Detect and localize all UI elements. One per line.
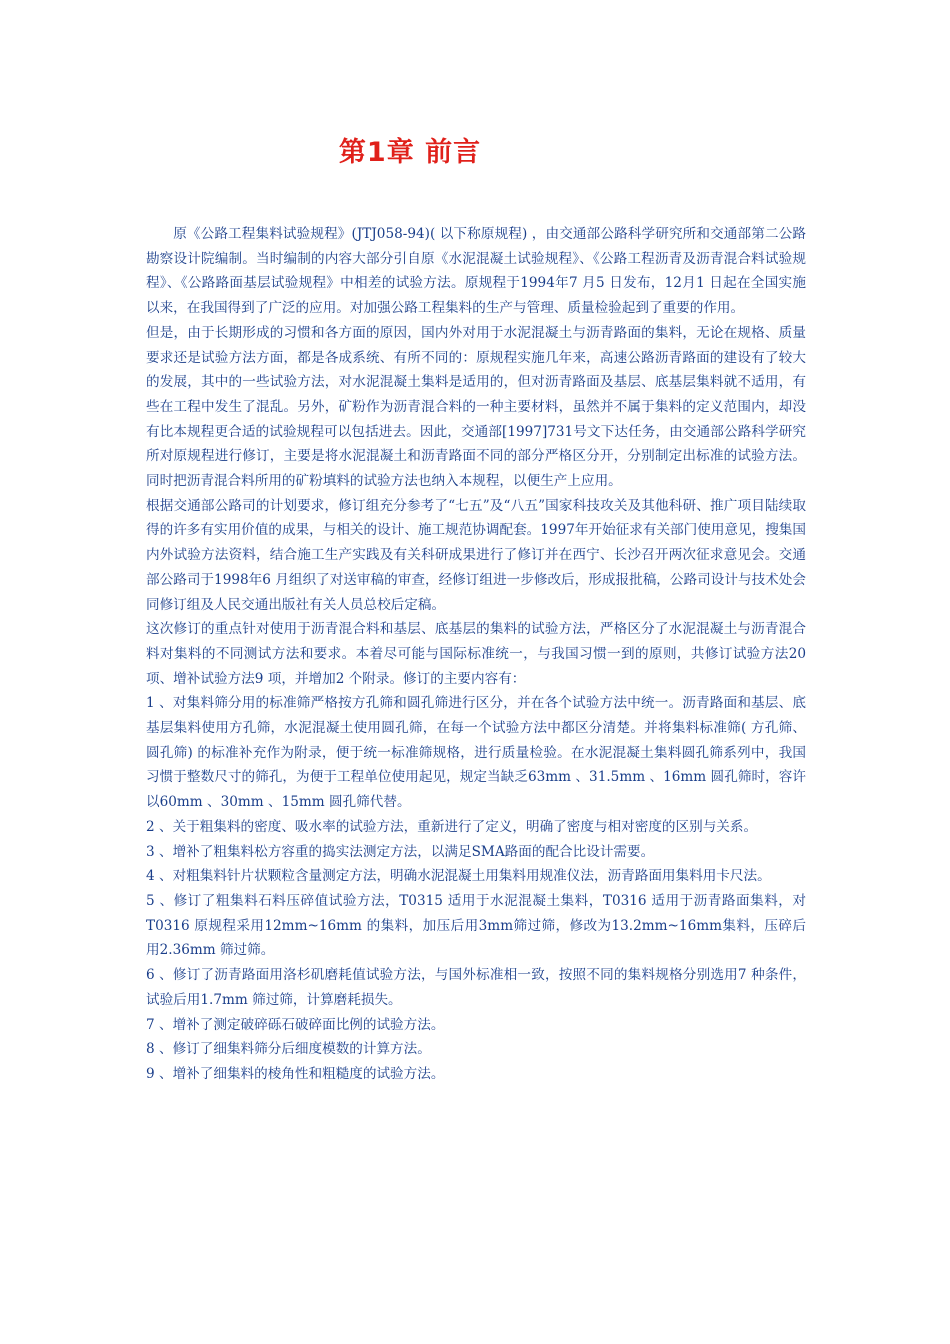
list-item: 1 、对集料筛分用的标准筛严格按方孔筛和圆孔筛进行区分，并在各个试验方法中统一。沥青路面和基层、底基层集料使用方孔筛，水泥混凝土使用圆孔筛，在每一个试验方法中都区分清楚。并将集料标准筛( 方孔筛、圆孔筛) 的标准补充作为附录，便于统一标准筛规格，进行质量检验。在水泥混凝土集料圆孔筛系列中，我国习惯于整数尺寸的筛孔，为便于工程单位使用起见，规定当缺乏63mm 、31.5mm 、16mm 圆孔筛时，容许以60mm 、30mm 、15mm 圆孔筛代替。: [146, 695, 806, 811]
list-item: 8 、修订了细集料筛分后细度模数的计算方法。: [146, 1041, 431, 1058]
list-item: 4 、对粗集料针片状颗粒含量测定方法，明确水泥混凝土用集料用规准仪法，沥青路面用集料用卡尺法。: [146, 868, 771, 885]
chapter-title: 第1章 前言: [338, 137, 482, 168]
list-item: 3 、增补了粗集料松方容重的捣实法测定方法，以满足SMA路面的配合比设计需要。: [146, 843, 655, 860]
paragraph-intro: 原《公路工程集料试验规程》(JTJ058-94)( 以下称原规程) ，由交通部公路科学研究所和交通部第二公路勘察设计院编制。当时编制的内容大部分引自原《水泥混凝土试验规程》、《公路工程沥青及沥青混合料试验规程》、《公路路面基层试验规程》中相差的试验方法。原规程于1994年7 月5 日发布，12月1 日起在全国实施以来，在我国得到了广泛的应用。对加强公路工程集料的生产与管理、质量检验起到了重要的作用。: [146, 226, 806, 317]
body-text: [146, 222, 806, 1087]
list-item: 6 、修订了沥青路面用洛杉矶磨耗值试验方法，与国外标准相一致，按照不同的集料规格分别选用7 种条件，试验后用1.7mm 筛过筛，计算磨耗损失。: [146, 967, 806, 1008]
list-item: 9 、增补了细集料的棱角性和粗糙度的试验方法。: [146, 1065, 445, 1082]
paragraph-revision-process: 根据交通部公路司的计划要求，修订组充分参考了“七五”及“八五”国家科技攻关及其他科研、推广项目陆续取得的许多有实用价值的成果，与相关的设计、施工规范协调配套。1997年开始征求有关部门使用意见，搜集国内外试验方法资料，结合施工生产实践及有关科研成果进行了修订并在西宁、长沙召开两次征求意见会。交通部公路司于1998年6 月组织了对送审稿的审查，经修订组进一步修改后，形成报批稿，公路司设计与技术处会同修订组及人民交通出版社有关人员总校后定稿。: [146, 497, 806, 613]
list-item: 2 、关于粗集料的密度、吸水率的试验方法，重新进行了定义，明确了密度与相对密度的区别与关系。: [146, 818, 758, 835]
paragraph-background: 但是，由于长期形成的习惯和各方面的原因，国内外对用于水泥混凝土与沥青路面的集料，无论在规格、质量要求还是试验方法方面，都是各成系统、有所不同的：原规程实施几年来，高速公路沥青路面的建设有了较大的发展，其中的一些试验方法，对水泥混凝土集料是适用的，但对沥青路面及基层、底基层集料就不适用，有些在工程中发生了混乱。另外，矿粉作为沥青混合料的一种主要材料，虽然并不属于集料的定义范围内，却没有比本规程更合适的试验规程可以包括进去。因此，交通部[1997]731号文下达任务，由交通部公路科学研究所对原规程进行修订，主要是将水泥混凝土和沥青路面不同的部分严格区分开，分别制定出标准的试验方法。同时把沥青混合料所用的矿粉填料的试验方法也纳入本规程，以便生产上应用。: [146, 324, 806, 490]
list-item: 7 、增补了测定破碎砾石破碎面比例的试验方法。: [146, 1016, 445, 1033]
list-item: 5 、修订了粗集料石料压碎值试验方法，T0315 适用于水泥混凝土集料，T0316 适用于沥青路面集料，对T0316 原规程采用12mm~16mm 的集料，加压后用3mm筛过筛，修改为13.2mm~16mm集料，压碎后用2.36mm 筛过筛。: [146, 892, 806, 959]
paragraph-revision-focus: 这次修订的重点针对使用于沥青混合料和基层、底基层的集料的试验方法，严格区分了水泥混凝土与沥青混合料对集料的不同测试方法和要求。本着尽可能与国际标准统一，与我国习惯一到的原则，共修订试验方法20项、增补试验方法9 项，并增加2 个附录。修订的主要内容有：: [146, 621, 806, 687]
